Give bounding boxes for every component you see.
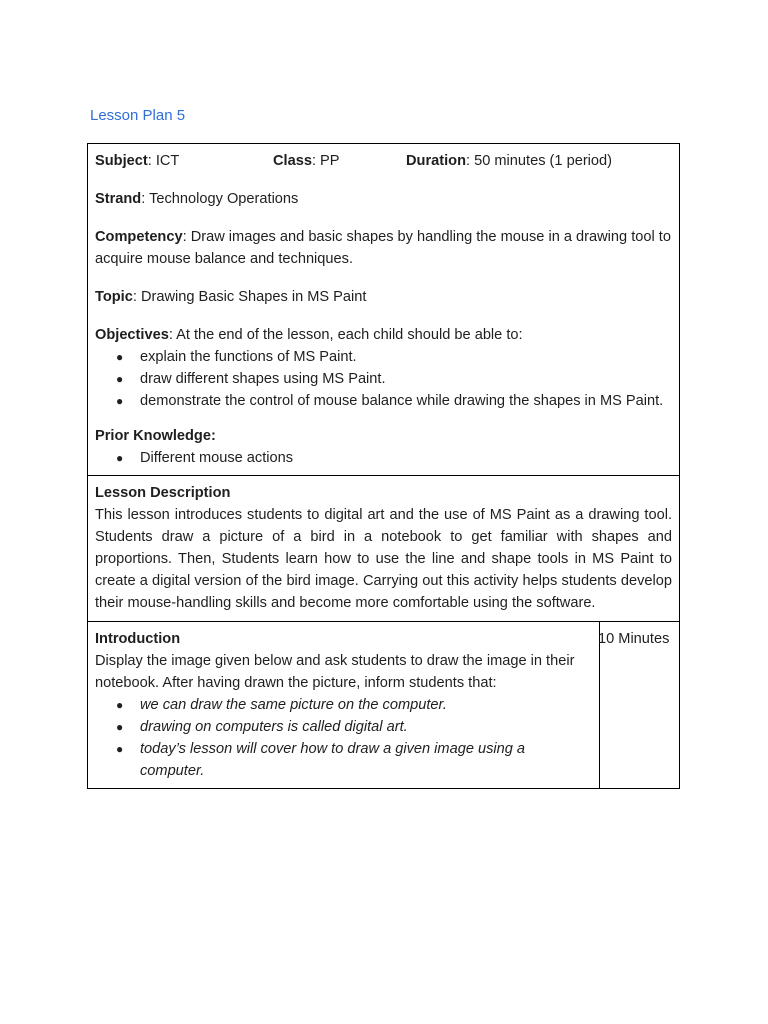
list-item [95,716,592,738]
introduction-heading: Introduction [95,631,181,647]
introduction-row [88,622,680,789]
description-cell [88,476,680,622]
meta-row [95,150,672,172]
bullet-icon: ● [116,720,124,734]
bullet-icon: ● [116,372,124,386]
introduction-point: we can draw the same picture on the computer. [140,697,447,713]
topic-label: Topic [95,289,133,305]
duration-label: Duration [406,153,466,169]
prior-knowledge-text: Different mouse actions [140,450,294,466]
strand-value: : Technology Operations [141,191,299,207]
introduction-list [95,694,592,782]
objective-text: explain the functions of MS Paint. [140,349,357,365]
page-title: Lesson Plan 5 [90,107,186,124]
bullet-icon: ● [116,451,124,465]
bullet-icon: ● [116,742,124,756]
prior-knowledge-list [95,447,672,469]
prior-knowledge-label: Prior Knowledge: [95,428,216,444]
strand-label: Strand [95,191,142,207]
bullet-icon: ● [116,698,124,712]
competency-label: Competency [95,229,183,245]
objectives-field [95,324,672,346]
lesson-plan-table [87,143,680,789]
strand-field [95,188,672,210]
introduction-text: Display the image given below and ask students to draw the image in their notebook. After having drawn the picture, inform students that: [95,653,575,691]
description-heading: Lesson Description [95,485,231,501]
duration-value: : 50 minutes (1 period) [466,153,613,169]
objectives-label: Objectives [95,327,169,343]
overview-row [88,144,680,476]
objective-text: draw different shapes using MS Paint. [140,371,386,387]
subject-value: : ICT [147,153,180,169]
list-item [95,447,672,469]
introduction-time: 10 Minutes [598,631,670,647]
class-field [273,150,340,172]
subject-label: Subject [95,153,148,169]
bullet-icon: ● [116,350,124,364]
list-item [95,390,672,412]
duration-field [406,150,612,172]
introduction-time-cell [600,622,680,789]
description-text: This lesson introduces students to digital art and the use of MS Paint as a drawing tool. Students draw a picture of a bird in a notebook to get familiar with shapes and proportions. Then, Students learn how to use the line and shape tools in MS Paint to create a digital version of the bird image. Carrying out this activity helps students develop their mouse-handling skills and become more comfortable using the software. [95,507,673,611]
objective-text: demonstrate the control of mouse balance while drawing the shapes in MS Paint. [140,393,664,409]
description-row [88,476,680,622]
class-label: Class [273,153,312,169]
class-value: : PP [311,153,340,169]
topic-field [95,286,672,308]
bullet-icon: ● [116,394,124,408]
objectives-list [95,346,672,412]
overview-cell [88,144,680,476]
introduction-point: today’s lesson will cover how to draw a given image using a computer. [140,741,526,779]
list-item [95,346,672,368]
subject-field [95,150,179,172]
list-item [95,368,672,390]
introduction-point: drawing on computers is called digital art. [140,719,408,735]
competency-value: : Draw images and basic shapes by handling the mouse in a drawing tool to acquire mouse balance and techniques. [95,229,671,267]
introduction-cell [88,622,600,789]
topic-value: : Drawing Basic Shapes in MS Paint [132,289,367,305]
competency-field [95,226,672,270]
objectives-value: : At the end of the lesson, each child should be able to: [168,327,523,343]
list-item [95,694,592,716]
list-item [95,738,592,782]
